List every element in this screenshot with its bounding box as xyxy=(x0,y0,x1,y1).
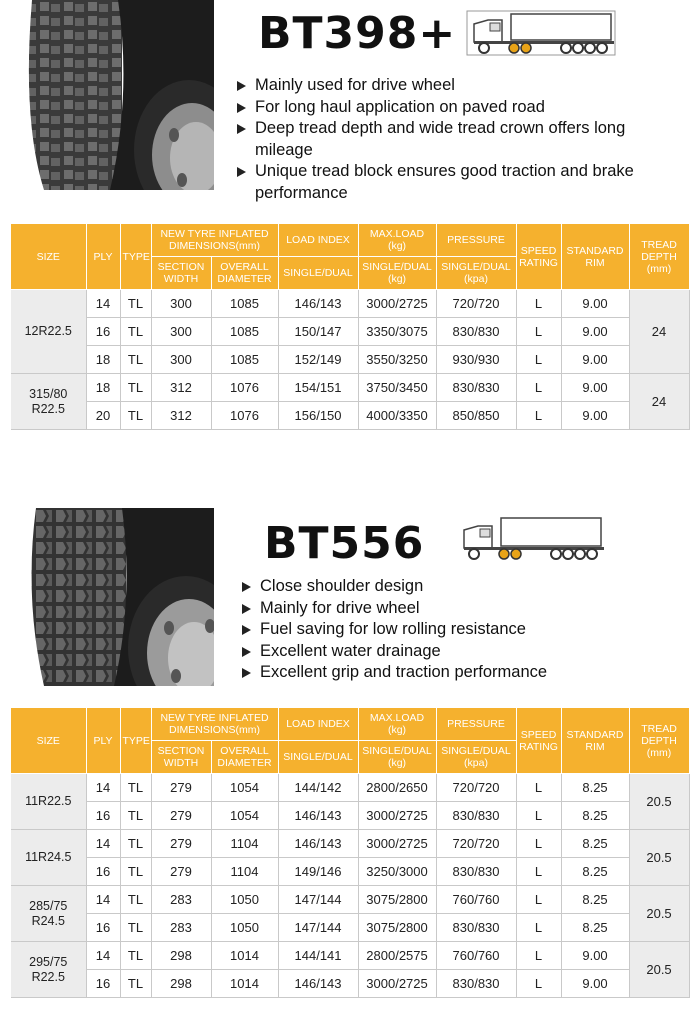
section-width-cell: 300 xyxy=(151,290,211,318)
feature-item: Mainly used for drive wheel xyxy=(233,75,683,97)
tire-image xyxy=(14,508,214,686)
ply-cell: 16 xyxy=(86,318,120,346)
ply-cell: 14 xyxy=(86,774,120,802)
rim-cell: 9.00 xyxy=(561,970,629,998)
col-dimensions: NEW TYRE INFLATED DIMENSIONS(mm) xyxy=(151,708,278,741)
tread-depth-cell: 20.5 xyxy=(629,942,689,998)
type-cell: TL xyxy=(120,374,151,402)
ply-cell: 14 xyxy=(86,830,120,858)
size-cell: 11R22.5 xyxy=(11,774,86,830)
col-ply: PLY xyxy=(86,224,120,290)
rim-cell: 8.25 xyxy=(561,858,629,886)
ply-cell: 14 xyxy=(86,290,120,318)
feature-item: Unique tread block ensures good traction and brake performance xyxy=(233,161,683,204)
overall-diameter-cell: 1085 xyxy=(211,290,278,318)
section-width-cell: 283 xyxy=(151,914,211,942)
overall-diameter-cell: 1104 xyxy=(211,830,278,858)
load-index-cell: 146/143 xyxy=(278,290,358,318)
rim-cell: 8.25 xyxy=(561,914,629,942)
overall-diameter-cell: 1054 xyxy=(211,802,278,830)
section-width-cell: 283 xyxy=(151,886,211,914)
pressure-cell: 720/720 xyxy=(436,774,516,802)
load-index-cell: 146/143 xyxy=(278,830,358,858)
type-cell: TL xyxy=(120,774,151,802)
load-index-cell: 154/151 xyxy=(278,374,358,402)
ply-cell: 18 xyxy=(86,374,120,402)
truck-icon xyxy=(456,516,606,562)
col-type: TYPE xyxy=(120,224,151,290)
col-ply: PLY xyxy=(86,708,120,774)
feature-item: For long haul application on paved road xyxy=(233,97,683,119)
max-load-cell: 3550/3250 xyxy=(358,346,436,374)
table-row xyxy=(11,914,689,942)
feature-item: Close shoulder design xyxy=(238,576,688,598)
table-row xyxy=(11,374,689,402)
max-load-cell: 3000/2725 xyxy=(358,830,436,858)
type-cell: TL xyxy=(120,970,151,998)
max-load-cell: 3250/3000 xyxy=(358,858,436,886)
ply-cell: 16 xyxy=(86,914,120,942)
table-row xyxy=(11,942,689,970)
col-depth: TREAD DEPTH (mm) xyxy=(629,708,689,774)
table-row xyxy=(11,402,689,430)
rim-cell: 9.00 xyxy=(561,318,629,346)
rim-cell: 8.25 xyxy=(561,886,629,914)
overall-diameter-cell: 1104 xyxy=(211,858,278,886)
rim-cell: 8.25 xyxy=(561,830,629,858)
speed-rating-cell: L xyxy=(516,374,561,402)
feature-item: Deep tread depth and wide tread crown offers long mileage xyxy=(233,118,655,161)
col-type: TYPE xyxy=(120,708,151,774)
max-load-cell: 3350/3075 xyxy=(358,318,436,346)
load-index-cell: 144/142 xyxy=(278,774,358,802)
tread-depth-cell: 24 xyxy=(629,290,689,374)
feature-list xyxy=(233,75,683,204)
model-title: BT398+ xyxy=(258,8,457,59)
section-width-cell: 300 xyxy=(151,318,211,346)
overall-diameter-cell: 1050 xyxy=(211,914,278,942)
col-load-sd: SINGLE/DUAL xyxy=(278,741,358,774)
table-row xyxy=(11,318,689,346)
col-depth: TREAD DEPTH (mm) xyxy=(629,224,689,290)
speed-rating-cell: L xyxy=(516,402,561,430)
pressure-cell: 760/760 xyxy=(436,942,516,970)
ply-cell: 16 xyxy=(86,970,120,998)
col-load-sd: SINGLE/DUAL xyxy=(278,257,358,290)
table-row xyxy=(11,858,689,886)
rim-cell: 8.25 xyxy=(561,802,629,830)
pressure-cell: 830/830 xyxy=(436,374,516,402)
size-cell: 12R22.5 xyxy=(11,290,86,374)
section-width-cell: 312 xyxy=(151,402,211,430)
max-load-cell: 3750/3450 xyxy=(358,374,436,402)
overall-diameter-cell: 1014 xyxy=(211,942,278,970)
speed-rating-cell: L xyxy=(516,346,561,374)
type-cell: TL xyxy=(120,802,151,830)
ply-cell: 16 xyxy=(86,858,120,886)
rim-cell: 9.00 xyxy=(561,942,629,970)
max-load-cell: 2800/2575 xyxy=(358,942,436,970)
load-index-cell: 147/144 xyxy=(278,886,358,914)
col-section: SECTION WIDTH xyxy=(151,741,211,774)
type-cell: TL xyxy=(120,858,151,886)
col-max-load: MAX.LOAD (kg) xyxy=(358,224,436,257)
type-cell: TL xyxy=(120,290,151,318)
type-cell: TL xyxy=(120,830,151,858)
size-cell: 285/75 R24.5 xyxy=(11,886,86,942)
table-row xyxy=(11,886,689,914)
col-pressure: PRESSURE xyxy=(436,224,516,257)
rim-cell: 9.00 xyxy=(561,374,629,402)
load-index-cell: 149/146 xyxy=(278,858,358,886)
type-cell: TL xyxy=(120,318,151,346)
size-cell: 315/80 R22.5 xyxy=(11,374,86,430)
overall-diameter-cell: 1085 xyxy=(211,318,278,346)
speed-rating-cell: L xyxy=(516,318,561,346)
speed-rating-cell: L xyxy=(516,774,561,802)
rim-cell: 9.00 xyxy=(561,290,629,318)
speed-rating-cell: L xyxy=(516,802,561,830)
ply-cell: 14 xyxy=(86,942,120,970)
rim-cell: 8.25 xyxy=(561,774,629,802)
spec-body xyxy=(11,290,689,430)
col-max-load: MAX.LOAD (kg) xyxy=(358,708,436,741)
col-rim: STANDARD RIM xyxy=(561,224,629,290)
table-row xyxy=(11,290,689,318)
col-load-index: LOAD INDEX xyxy=(278,224,358,257)
tire-image xyxy=(14,0,214,190)
size-cell: 11R24.5 xyxy=(11,830,86,886)
feature-item: Mainly for drive wheel xyxy=(238,598,688,620)
ply-cell: 16 xyxy=(86,802,120,830)
overall-diameter-cell: 1085 xyxy=(211,346,278,374)
col-pressure-sd: SINGLE/DUAL (kpa) xyxy=(436,257,516,290)
max-load-cell: 2800/2650 xyxy=(358,774,436,802)
ply-cell: 20 xyxy=(86,402,120,430)
speed-rating-cell: L xyxy=(516,886,561,914)
feature-item: Excellent grip and traction performance xyxy=(238,662,688,684)
section-width-cell: 279 xyxy=(151,774,211,802)
section-width-cell: 298 xyxy=(151,970,211,998)
spec-table-bt398 xyxy=(11,224,690,430)
section-width-cell: 298 xyxy=(151,942,211,970)
tread-depth-cell: 20.5 xyxy=(629,830,689,886)
pressure-cell: 830/830 xyxy=(436,914,516,942)
table-row xyxy=(11,830,689,858)
ply-cell: 14 xyxy=(86,886,120,914)
col-pressure: PRESSURE xyxy=(436,708,516,741)
col-overall: OVERALL DIAMETER xyxy=(211,741,278,774)
col-dimensions: NEW TYRE INFLATED DIMENSIONS(mm) xyxy=(151,224,278,257)
pressure-cell: 830/830 xyxy=(436,970,516,998)
speed-rating-cell: L xyxy=(516,290,561,318)
col-speed: SPEED RATING xyxy=(516,708,561,774)
table-row xyxy=(11,970,689,998)
load-index-cell: 146/143 xyxy=(278,802,358,830)
col-max-sd: SINGLE/DUAL (kg) xyxy=(358,741,436,774)
col-size: SIZE xyxy=(11,708,86,774)
table-row xyxy=(11,774,689,802)
max-load-cell: 3075/2800 xyxy=(358,886,436,914)
rim-cell: 9.00 xyxy=(561,402,629,430)
speed-rating-cell: L xyxy=(516,830,561,858)
col-rim: STANDARD RIM xyxy=(561,708,629,774)
rim-cell: 9.00 xyxy=(561,346,629,374)
spec-body xyxy=(11,774,689,998)
pressure-cell: 830/830 xyxy=(436,802,516,830)
pressure-cell: 830/830 xyxy=(436,318,516,346)
load-index-cell: 147/144 xyxy=(278,914,358,942)
col-pressure-sd: SINGLE/DUAL (kpa) xyxy=(436,741,516,774)
pressure-cell: 720/720 xyxy=(436,290,516,318)
overall-diameter-cell: 1076 xyxy=(211,402,278,430)
type-cell: TL xyxy=(120,402,151,430)
load-index-cell: 152/149 xyxy=(278,346,358,374)
pressure-cell: 760/760 xyxy=(436,886,516,914)
table-row xyxy=(11,346,689,374)
truck-icon xyxy=(466,10,616,56)
model-title: BT556 xyxy=(264,518,425,569)
max-load-cell: 3075/2800 xyxy=(358,914,436,942)
type-cell: TL xyxy=(120,886,151,914)
overall-diameter-cell: 1050 xyxy=(211,886,278,914)
type-cell: TL xyxy=(120,914,151,942)
section-width-cell: 300 xyxy=(151,346,211,374)
tread-depth-cell: 24 xyxy=(629,374,689,430)
feature-list xyxy=(238,576,688,684)
section-width-cell: 279 xyxy=(151,858,211,886)
tread-depth-cell: 20.5 xyxy=(629,774,689,830)
load-index-cell: 144/141 xyxy=(278,942,358,970)
size-cell: 295/75 R22.5 xyxy=(11,942,86,998)
speed-rating-cell: L xyxy=(516,970,561,998)
pressure-cell: 720/720 xyxy=(436,830,516,858)
col-size: SIZE xyxy=(11,224,86,290)
load-index-cell: 146/143 xyxy=(278,970,358,998)
max-load-cell: 4000/3350 xyxy=(358,402,436,430)
feature-item: Excellent water drainage xyxy=(238,641,688,663)
col-max-sd: SINGLE/DUAL (kg) xyxy=(358,257,436,290)
spec-table-bt556 xyxy=(11,708,690,998)
overall-diameter-cell: 1054 xyxy=(211,774,278,802)
max-load-cell: 3000/2725 xyxy=(358,970,436,998)
load-index-cell: 156/150 xyxy=(278,402,358,430)
load-index-cell: 150/147 xyxy=(278,318,358,346)
pressure-cell: 830/830 xyxy=(436,858,516,886)
speed-rating-cell: L xyxy=(516,858,561,886)
speed-rating-cell: L xyxy=(516,942,561,970)
ply-cell: 18 xyxy=(86,346,120,374)
section-width-cell: 312 xyxy=(151,374,211,402)
tread-depth-cell: 20.5 xyxy=(629,886,689,942)
type-cell: TL xyxy=(120,346,151,374)
col-speed: SPEED RATING xyxy=(516,224,561,290)
speed-rating-cell: L xyxy=(516,914,561,942)
overall-diameter-cell: 1076 xyxy=(211,374,278,402)
section-width-cell: 279 xyxy=(151,802,211,830)
col-load-index: LOAD INDEX xyxy=(278,708,358,741)
section-width-cell: 279 xyxy=(151,830,211,858)
overall-diameter-cell: 1014 xyxy=(211,970,278,998)
col-section: SECTION WIDTH xyxy=(151,257,211,290)
col-overall: OVERALL DIAMETER xyxy=(211,257,278,290)
table-row xyxy=(11,802,689,830)
max-load-cell: 3000/2725 xyxy=(358,802,436,830)
type-cell: TL xyxy=(120,942,151,970)
pressure-cell: 930/930 xyxy=(436,346,516,374)
pressure-cell: 850/850 xyxy=(436,402,516,430)
max-load-cell: 3000/2725 xyxy=(358,290,436,318)
feature-item: Fuel saving for low rolling resistance xyxy=(238,619,688,641)
